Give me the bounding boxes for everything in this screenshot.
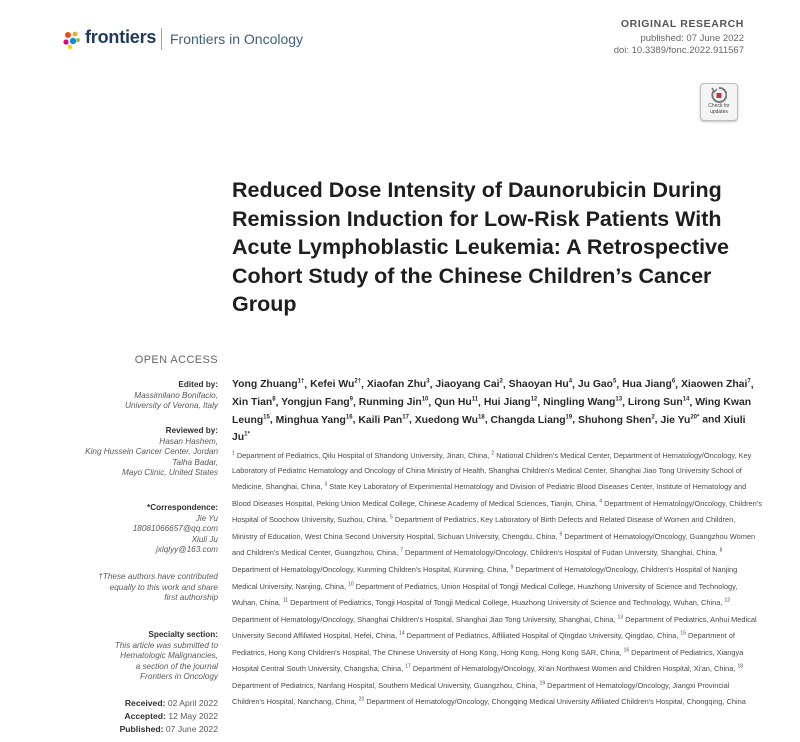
author-affiliation-marker: 4 bbox=[568, 379, 573, 385]
author-affiliation-marker: 1* bbox=[244, 432, 250, 439]
author-list: Yong Zhuang$^{1\dagger}$, Kefei $Wu^{2\dagger}$, Xiaofan Zhu$^3$, Jiaoyang Cai$^2$, Shaoyan Hu$^4$, Ju Gao$^5$, Hua Jiang$^6$, Xiaowen Zhai$^7$, Xin Tian$^8$, Yongjun Fang$^9$, Runming Jin$^{10}$, Qun Hu$^{11}$, Hui Jiang$^{12}$, Ningling Wang$^{13}$, Lirong Sun$^{14}$, Wing Kwan Leung$^{15}$, Minghua Yang$^{16}$, Kaili Pan$^{17}$, Xuedong Wu$^{18}$, Changda Liang$^{19}$, Shuhong Shen$^2$, Jie $Yu^{20*}$ and Xiuli $Ju^{1*}$ bbox=[232, 379, 754, 444]
affiliation: $^6$ Department of Hematology/Oncology, Guangzhou Women and Children's Medical Center, Guangzhou, China, bbox=[232, 531, 756, 558]
affiliation-number: 13 bbox=[617, 614, 624, 621]
affiliation: $^{18}$ Department of Pediatrics, Nanfang Hospital, Southern Medical University, Guangzhou, China, bbox=[232, 663, 744, 690]
affiliation-number: 7 bbox=[400, 547, 403, 554]
affiliation-number: 19 bbox=[539, 680, 546, 687]
affiliation: $^{11}$ Department of Pediatrics, Tongji Hospital of Tongji Medical College, Huazhong University of Science and Technology, Wuhan, China, bbox=[282, 597, 725, 608]
specialty-line: Frontiers in Oncology bbox=[140, 672, 218, 682]
affiliation-number: 6 bbox=[559, 531, 563, 538]
update-check-icon bbox=[711, 87, 727, 103]
reviewer-affiliation: Mayo Clinic, United States bbox=[121, 468, 218, 478]
author-affiliation-marker: 2 bbox=[651, 414, 655, 421]
affiliation: $^{19}$ Department of Hematology/Oncology, Jiangxi Provincial Children's Hospital, Nanchang, China, bbox=[232, 680, 730, 707]
affiliation-number: 14 bbox=[399, 630, 405, 637]
affiliation: $^{20}$ Department of Hematology/Oncology, Chongqing Medical University Affiliated Children's Hospital, Chongqing, China bbox=[358, 696, 746, 707]
accepted-row bbox=[120, 710, 218, 723]
author-name[interactable]: Kaili Pan$^{17}$ bbox=[358, 414, 409, 426]
affiliation-number: 10 bbox=[348, 581, 354, 588]
author-affiliation-marker: 2 bbox=[499, 379, 503, 385]
note-line: first authorship bbox=[164, 593, 218, 603]
author-name[interactable]: Runming Jin$^{10}$ bbox=[358, 396, 429, 409]
author-name[interactable]: Jie $Yu^{20*}$ bbox=[660, 414, 700, 426]
editor-name: Massimilano Bonifacio, bbox=[134, 390, 218, 400]
author-affiliation-marker: 9 bbox=[349, 396, 354, 403]
author-affiliation-marker: 17 bbox=[402, 414, 409, 421]
affiliation-number: 17 bbox=[405, 663, 411, 670]
author-name[interactable]: Qun Hu$^{11}$ bbox=[434, 396, 479, 409]
affiliation-number: 3 bbox=[324, 481, 328, 488]
author-affiliation-marker: 13 bbox=[615, 396, 623, 403]
note-line: †These authors have contributed bbox=[98, 572, 218, 581]
author-name[interactable]: Jiaoyang Cai$^2$ bbox=[435, 379, 503, 391]
author-affiliation-marker: 1† bbox=[297, 379, 305, 385]
affiliation: $^4$ Department of Hematology/Oncology, Children's Hospital of Soochow University, Suzhou, China, bbox=[232, 498, 762, 525]
correspondent-email[interactable]: jxlqlyy@163.com bbox=[155, 545, 218, 555]
published-date-sidebar: 07 June 2022 bbox=[165, 724, 218, 734]
author-name[interactable]: Xuedong Wu$^{18}$ bbox=[414, 414, 485, 426]
affiliation: $^8$ Department of Hematology/Oncology, Kunming Children's Hospital, Kunming, China, bbox=[232, 547, 723, 574]
received-row bbox=[120, 697, 218, 710]
affiliation-number: 2 bbox=[491, 451, 495, 457]
affiliation-number: 8 bbox=[719, 547, 723, 554]
editor-affiliation: University of Verona, Italy bbox=[125, 401, 218, 411]
affiliation: $^{10}$ Department of Pediatrics, Union Hospital of Tongji Medical College, Huazhong University of Science and Technology, Wuhan, China, bbox=[232, 581, 738, 608]
header-divider bbox=[161, 28, 162, 50]
journal-title[interactable]: Frontiers in Oncology bbox=[170, 31, 304, 47]
published-label: Published: bbox=[119, 724, 164, 734]
correspondence-block bbox=[133, 503, 218, 556]
frontiers-logo-icon bbox=[62, 30, 82, 50]
note-line: equally to this work and share bbox=[109, 582, 218, 592]
affiliations-list bbox=[232, 447, 762, 710]
author-affiliation-marker: 8 bbox=[272, 396, 276, 403]
author-name[interactable]: Xiaowen Zhai$^7$ bbox=[680, 379, 751, 391]
author-name[interactable]: Shaoyan Hu$^4$ bbox=[508, 379, 573, 391]
affiliation: $^3$ State Key Laboratory of Experimental Hematology and Division of Pediatric Blood Diseases Center, Institute of Hematology and Blood Diseases Hospital, Peking Union Medical College, Chinese Academy of Medical Sciences, Tianjin, China, bbox=[232, 481, 747, 508]
author-name[interactable]: Yong Zhuang$^{1\dagger}$ bbox=[232, 379, 305, 391]
author-affiliation-marker: 12 bbox=[530, 396, 538, 403]
open-access-label: OPEN ACCESS bbox=[134, 354, 218, 366]
reviewer-name: Hasan Hashem, bbox=[159, 436, 218, 446]
edited-by-label: Edited by: bbox=[178, 380, 218, 389]
affiliation: $^{15}$ Department of Pediatrics, Hong Kong Children's Hospital, The Chinese University of Hong Kong, Hong Kong, Hong Kong SAR, China, bbox=[232, 630, 735, 657]
edited-by-block bbox=[125, 380, 218, 412]
received-date: 02 April 2022 bbox=[167, 698, 218, 708]
author-affiliation-marker: 3 bbox=[426, 379, 430, 385]
author-name[interactable]: Minghua Yang$^{16}$ bbox=[275, 414, 353, 426]
correspondence-label: *Correspondence: bbox=[147, 503, 218, 512]
reviewed-by-label: Reviewed by: bbox=[165, 426, 218, 435]
author-affiliation-marker: 10 bbox=[421, 396, 429, 403]
affiliation: $^{17}$ Department of Hematology/Oncology, Xi'an Northwest Women and Children Hospital, Xi'an, China, bbox=[405, 663, 738, 674]
updates-label: Check for updates bbox=[708, 103, 730, 115]
author-name[interactable]: Kefei $Wu^{2\dagger}$ bbox=[310, 379, 362, 391]
author-name[interactable]: Hui Jiang$^{12}$ bbox=[483, 396, 538, 409]
check-for-updates-button[interactable] bbox=[700, 83, 738, 121]
author-name[interactable]: Hua Jiang$^6$ bbox=[622, 379, 676, 391]
author-affiliation-marker: 18 bbox=[478, 414, 485, 421]
reviewer-affiliation: King Hussein Cancer Center, Jordan bbox=[85, 447, 218, 457]
author-name[interactable]: Yongjun Fang$^9$ bbox=[281, 396, 354, 409]
specialty-section-block bbox=[115, 630, 218, 683]
author-name[interactable]: Xiuli $Ju^{1*}$ bbox=[232, 414, 746, 444]
author-affiliation-marker: 2† bbox=[354, 379, 362, 385]
author-affiliation-marker: 19 bbox=[565, 414, 573, 421]
affiliation-number: 16 bbox=[623, 647, 630, 654]
affiliation-number: 18 bbox=[737, 663, 744, 670]
affiliation-number: 9 bbox=[510, 564, 514, 571]
correspondent-name: Xiuli Ju bbox=[191, 534, 218, 544]
received-label: Received: bbox=[124, 698, 166, 708]
specialty-line: Hematologic Malignancies, bbox=[120, 651, 218, 661]
author-affiliation-marker: 11 bbox=[471, 396, 479, 403]
specialty-line: a section of the journal bbox=[135, 661, 218, 671]
affiliation-number: 11 bbox=[282, 597, 289, 604]
author-name[interactable]: Ningling Wang$^{13}$ bbox=[543, 396, 623, 409]
published-date: published: 07 June 2022 bbox=[640, 33, 744, 44]
affiliation: $^1$ Department of Pediatrics, Qilu Hospital of Shandong University, Jinan, China, bbox=[232, 451, 492, 461]
specialty-line: This article was submitted to bbox=[114, 640, 218, 650]
author-affiliation-marker: 14 bbox=[682, 396, 690, 403]
doi[interactable]: doi: 10.3389/fonc.2022.911567 bbox=[613, 45, 744, 56]
author-affiliation-marker: 15 bbox=[263, 414, 270, 421]
reviewed-by-block bbox=[85, 426, 218, 479]
affiliation: $^{13}$ Department of Pediatrics, Anhui Medical University Second Affiliated Hospital, Hefei, China, bbox=[232, 614, 757, 641]
article-title: Reduced Dose Intensity of Daunorubicin During Remission Induction for Low-Risk Patients With Acute Lymphoblastic Leukemia: A Retrospective Cohort Study of the Chinese Children’s Cancer Group bbox=[232, 178, 730, 316]
reviewer-name: Talha Badar, bbox=[172, 457, 218, 467]
brand-name: frontiers bbox=[85, 27, 157, 47]
correspondent-email[interactable]: 18081066657@qq.com bbox=[132, 524, 218, 534]
affiliation: $^{12}$ Department of Hematology/Oncology, Shanghai Children's Hospital, Shanghai Jiao Tong University, Shanghai, China, bbox=[232, 597, 731, 624]
affiliation-number: 1 bbox=[232, 451, 235, 457]
author-name[interactable]: Xiaofan Zhu$^3$ bbox=[366, 379, 430, 391]
author-affiliation-marker: 16 bbox=[345, 414, 353, 421]
published-row bbox=[120, 723, 218, 736]
author-name[interactable]: Xin Tian$^8$ bbox=[232, 396, 276, 409]
dates-block bbox=[120, 697, 218, 736]
author-affiliation-marker: 20* bbox=[690, 414, 700, 421]
author-name[interactable]: Changda Liang$^{19}$ bbox=[490, 414, 573, 426]
affiliation-number: 20 bbox=[358, 696, 365, 703]
author-name[interactable]: Ju Gao$^5$ bbox=[577, 379, 617, 391]
specialty-label: Specialty section: bbox=[148, 630, 218, 639]
correspondent-name: Jie Yu bbox=[195, 513, 218, 523]
affiliation: $^{14}$ Department of Pediatrics, Affiliated Hospital of Qingdao University, Qingdao, China, bbox=[399, 630, 681, 641]
affiliation-number: 4 bbox=[599, 498, 603, 505]
author-name[interactable]: Wing Kwan Leung$^{15}$ bbox=[232, 397, 752, 426]
author-affiliation-marker: 5 bbox=[613, 379, 617, 385]
author-affiliation-marker: 6 bbox=[671, 379, 676, 385]
article-type: ORIGINAL RESEARCH bbox=[620, 18, 744, 30]
affiliation-number: 12 bbox=[724, 597, 731, 604]
affiliation: $^9$ Department of Hematology/Oncology, Children's Hospital of Nanjing Medical University, Nanjing, China, bbox=[232, 564, 738, 591]
equal-contribution-note bbox=[98, 572, 218, 604]
affiliation-number: 15 bbox=[680, 630, 686, 637]
accepted-date: 12 May 2022 bbox=[168, 711, 218, 721]
author-name[interactable]: Shuhong Shen$^2$ bbox=[578, 414, 655, 426]
accepted-label: Accepted: bbox=[124, 711, 166, 721]
affiliation: $^2$ National Children's Medical Center, Department of Hematology/Oncology, Key Laboratory of Pediatric Hematology and Oncology of China Ministry of Health, Shanghai Children's Medical Center, Shanghai Jiao Tong University School of Medicine, Shanghai, China, bbox=[232, 451, 752, 492]
affiliation: $^{16}$ Department of Pediatrics, Xiangya Hospital Central South University, Changsha, China, bbox=[232, 647, 744, 674]
affiliation: $^5$ Department of Pediatrics, Key Laboratory of Birth Defects and Related Disease of Women and Children, Ministry of Education, West China Second University Hospital, Sichuan University, Chengdu, China, bbox=[232, 514, 736, 541]
author-affiliation-marker: 7 bbox=[747, 379, 751, 385]
author-name[interactable]: Lirong Sun$^{14}$ bbox=[627, 396, 690, 409]
affiliation: $^7$ Department of Hematology/Oncology, Children's Hospital of Fudan University, Shanghai, China, bbox=[400, 547, 720, 558]
affiliation-number: 5 bbox=[390, 514, 393, 521]
